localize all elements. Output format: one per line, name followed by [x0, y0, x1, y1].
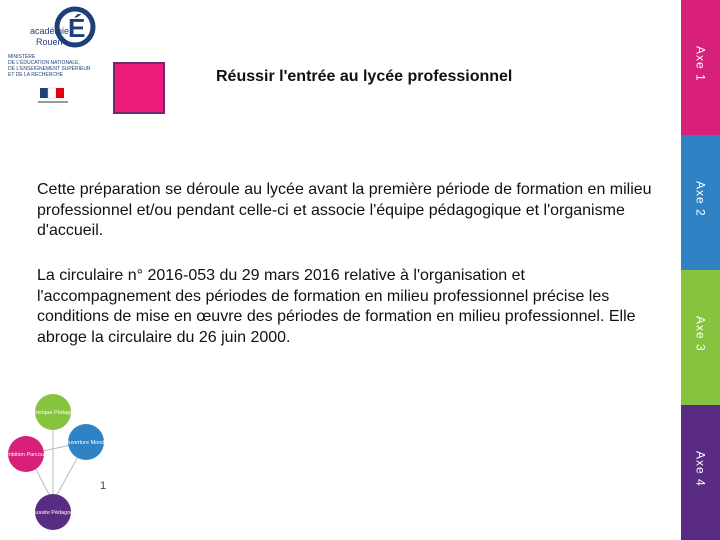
- axis-sidebar: [681, 0, 720, 540]
- node-label-ouverture: Ouverture Monde: [64, 440, 108, 446]
- axis-tab-2[interactable]: [681, 135, 720, 270]
- axis-tab-3[interactable]: [681, 270, 720, 405]
- axes-diagram: [6, 392, 114, 532]
- page-title: Réussir l'entrée au lycée professionnel: [216, 68, 513, 85]
- accent-square: [113, 62, 165, 114]
- svg-text:ET DE LA RECHERCHE: ET DE LA RECHERCHE: [8, 72, 63, 78]
- node-label-ambition: Ambition Parcours: [6, 452, 49, 458]
- svg-text:DE L'ÉDUCATION NATIONALE,: DE L'ÉDUCATION NATIONALE,: [8, 60, 80, 66]
- axis-label: Axe 2: [693, 181, 708, 217]
- page-number: 1: [100, 480, 107, 492]
- axis-label: Axe 4: [693, 451, 708, 487]
- axis-tab-1[interactable]: [681, 0, 720, 135]
- axis-tab-4[interactable]: [681, 405, 720, 540]
- svg-text:É: É: [68, 13, 86, 43]
- svg-text:DE L'ENSEIGNEMENT SUPÉRIEUR: DE L'ENSEIGNEMENT SUPÉRIEUR: [8, 66, 91, 72]
- academie-logo: [8, 6, 100, 112]
- node-label-numerique: Numérique Pédagogie: [25, 410, 81, 416]
- svg-text:MINISTÈRE: MINISTÈRE: [8, 54, 36, 60]
- paragraph-circulaire: La circulaire n° 2016-053 du 29 mars 2016 relative à l'organisation et l'accompagnement des périodes de formation en milieu professionnel précise les conditions de mise en œuvre des périodes de formation en milieu professionnel. Elle abroge la circulaire du 26 juin 2000.: [37, 267, 636, 346]
- svg-text:Rouen: Rouen: [36, 37, 63, 47]
- svg-text:académie: académie: [30, 26, 70, 36]
- node-label-reussite: Réussite Pédagogie: [28, 510, 78, 516]
- axis-label: Axe 3: [693, 316, 708, 352]
- axis-label: Axe 1: [693, 46, 708, 82]
- paragraph-preparation: Cette préparation se déroule au lycée avant la première période de formation en milieu professionnel et/ou pendant celle-ci et associe l'équipe pédagogique et l'organisme d'accueil.: [37, 181, 652, 239]
